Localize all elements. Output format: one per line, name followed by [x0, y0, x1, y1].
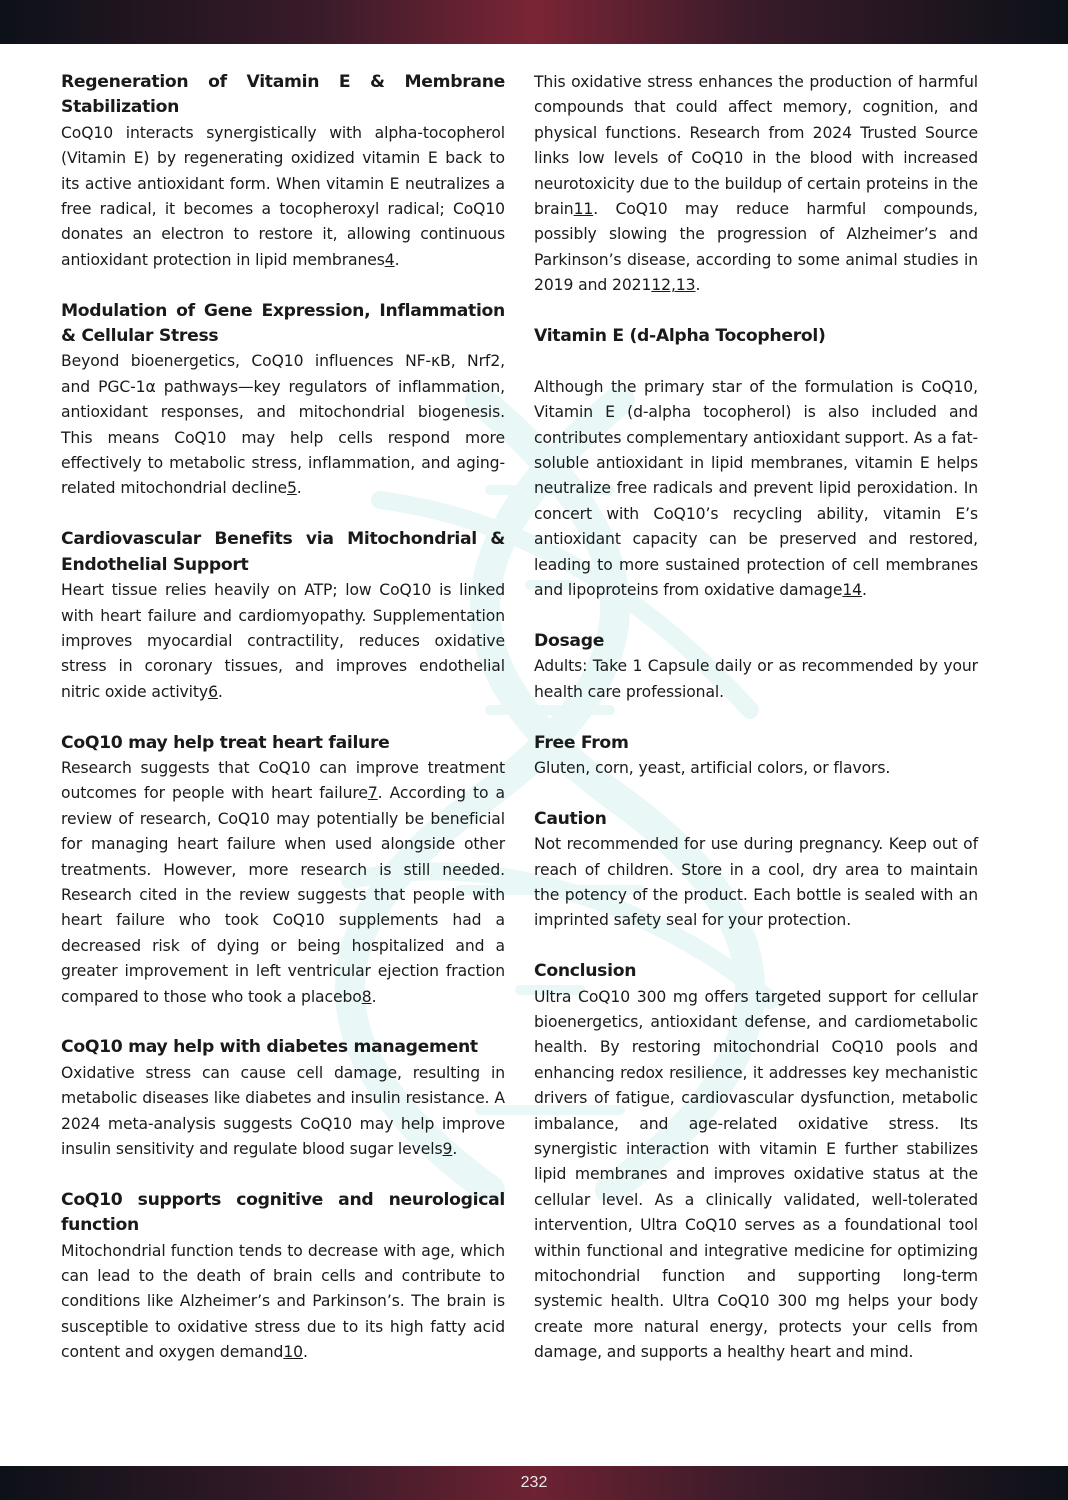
section-heading-dosage: Dosage [534, 630, 605, 651]
section-body-dosage: Adults: Take 1 Capsule daily or as recommended by your health care professional. [534, 657, 978, 701]
section-heading-vitamin-e-regeneration: Regeneration of Vitamin E & Membrane Stabilization [61, 72, 505, 118]
section-heading-gene-expression: Modulation of Gene Expression, Inflammation & Cellular Stress [61, 300, 505, 347]
section-heading-conclusion: Conclusion [534, 961, 637, 982]
section-heading-free-from: Free From [534, 732, 629, 753]
section-heading-caution: Caution [534, 808, 607, 829]
section-body-heart-failure: Research suggests that CoQ10 can improve treatment outcomes for people with heart failure7. According to a review of research, CoQ10 may potentially be beneficial for managing heart failure when used alongside other treatments. However, more research is still needed. Research cited in the review suggests that people with heart failure who took CoQ10 supplements had a decreased risk of dying or being hospitalized and a greater improvement in left ventricular ejection fraction compared to those who took a placebo8. [61, 758, 505, 1006]
section-body-cardiovascular-benefits: Heart tissue relies heavily on ATP; low CoQ10 is linked with heart failure and cardiomyopathy. Supplementation improves myocardial contractility, reduces oxidative stress in coronary tissues, and improves endothelial nitric oxide activity6. [61, 581, 505, 701]
header-bar [0, 0, 1068, 44]
reference-link[interactable]: 9 [442, 1140, 453, 1158]
reference-link[interactable]: 11 [573, 200, 594, 219]
reference-link[interactable]: 10 [283, 1343, 303, 1362]
section-body-diabetes: Oxidative stress can cause cell damage, resulting in metabolic diseases like diabetes and insulin resistance. A 2024 meta-analysis suggests CoQ10 may help improve insulin sensitivity and regulate blood sugar levels9. [61, 1063, 505, 1158]
section-body-vitamin-e-regeneration: CoQ10 interacts synergistically with alpha-tocopherol (Vitamin E) by regenerating oxidized vitamin E back to its active antioxidant form. When vitamin E neutralizes a free radical, it becomes a tocopheroxyl radical; CoQ10 donates an electron to restore it, allowing continuous antioxidant protection in lipid membranes4. [61, 123, 505, 269]
section-body-gene-expression: Beyond bioenergetics, CoQ10 influences NF-κB, Nrf2, and PGC-1α pathways—key regulators of inflammation, antioxidant responses, and mitochondrial biogenesis. This means CoQ10 may help cells respond more effectively to metabolic stress, inflammation, and aging-related mitochondrial decline5. [61, 352, 505, 498]
left-column [61, 70, 505, 1366]
footer-bar [0, 1466, 1068, 1500]
reference-link[interactable]: 6 [208, 682, 218, 701]
reference-link[interactable]: 14 [842, 581, 863, 600]
reference-link[interactable]: 4 [384, 250, 395, 269]
page-number: 232 [520, 1474, 548, 1491]
section-heading-vitamin-e: Vitamin E (d-Alpha Tocopherol) [534, 326, 826, 347]
section-heading-cardiovascular-benefits: Cardiovascular Benefits via Mitochondrial & Endothelial Support [61, 529, 505, 575]
section-body-free-from: Gluten, corn, yeast, artificial colors, or flavors. [534, 758, 891, 777]
reference-link[interactable]: 7 [367, 784, 378, 803]
right-column [534, 70, 978, 1366]
section-body-vitamin-e: Although the primary star of the formulation is CoQ10, Vitamin E (d-alpha tocopherol) is also included and contributes complementary antioxidant support. As a fat-soluble antioxidant in lipid membranes, vitamin E helps neutralize free radicals and prevent lipid peroxidation. In concert with CoQ10’s recycling ability, vitamin E’s antioxidant capacity can be preserved and restored, leading to more sustained protection of cell membranes and lipoproteins from oxidative damage14. [534, 377, 978, 600]
section-heading-cognitive-function: CoQ10 supports cognitive and neurological function [61, 1189, 505, 1236]
section-body-oxidative-stress-continued: This oxidative stress enhances the production of harmful compounds that could affect memory, cognition, and physical functions. Research from 2024 Trusted Source links low levels of CoQ10 in the blood with increased neurotoxicity due to the buildup of certain proteins in the brain11. CoQ10 may reduce harmful compounds, possibly slowing the progression of Alzheimer’s and Parkinson’s disease, according to some animal studies in 2019 and 202112,13. [534, 73, 978, 295]
section-heading-heart-failure: CoQ10 may help treat heart failure [61, 732, 390, 753]
section-body-cognitive-function: Mitochondrial function tends to decrease with age, which can lead to the death of brain cells and contribute to conditions like Alzheimer’s and Parkinson’s. The brain is susceptible to oxidative stress due to its high fatty acid content and oxygen demand10. [61, 1241, 505, 1362]
section-heading-diabetes: CoQ10 may help with diabetes management [61, 1037, 478, 1058]
section-body-conclusion: Ultra CoQ10 300 mg offers targeted support for cellular bioenergetics, antioxidant defense, and cardiometabolic health. By restoring mitochondrial CoQ10 pools and enhancing redox resilience, it addresses key mechanistic drivers of fatigue, cardiovascular dysfunction, metabolic imbalance, and age-related oxidative stress. Its synergistic interaction with vitamin E further stabilizes lipid membranes and improves oxidative status at the cellular level. As a clinically validated, well-tolerated intervention, Ultra CoQ10 serves as a foundational tool within functional and integrative medicine for optimizing mitochondrial function and supporting long-term systemic health. Ultra CoQ10 300 mg helps your body create more natural energy, protects your cells from damage, and supports a healthy heart and mind. [534, 987, 978, 1362]
reference-link[interactable]: 5 [286, 479, 297, 498]
section-body-caution: Not recommended for use during pregnancy. Keep out of reach of children. Store in a cool, dry area to maintain the potency of the product. Each bottle is sealed with an imprinted safety seal for your protection. [534, 835, 978, 930]
reference-link[interactable]: 12,13 [651, 276, 696, 295]
reference-link[interactable]: 8 [361, 987, 372, 1006]
